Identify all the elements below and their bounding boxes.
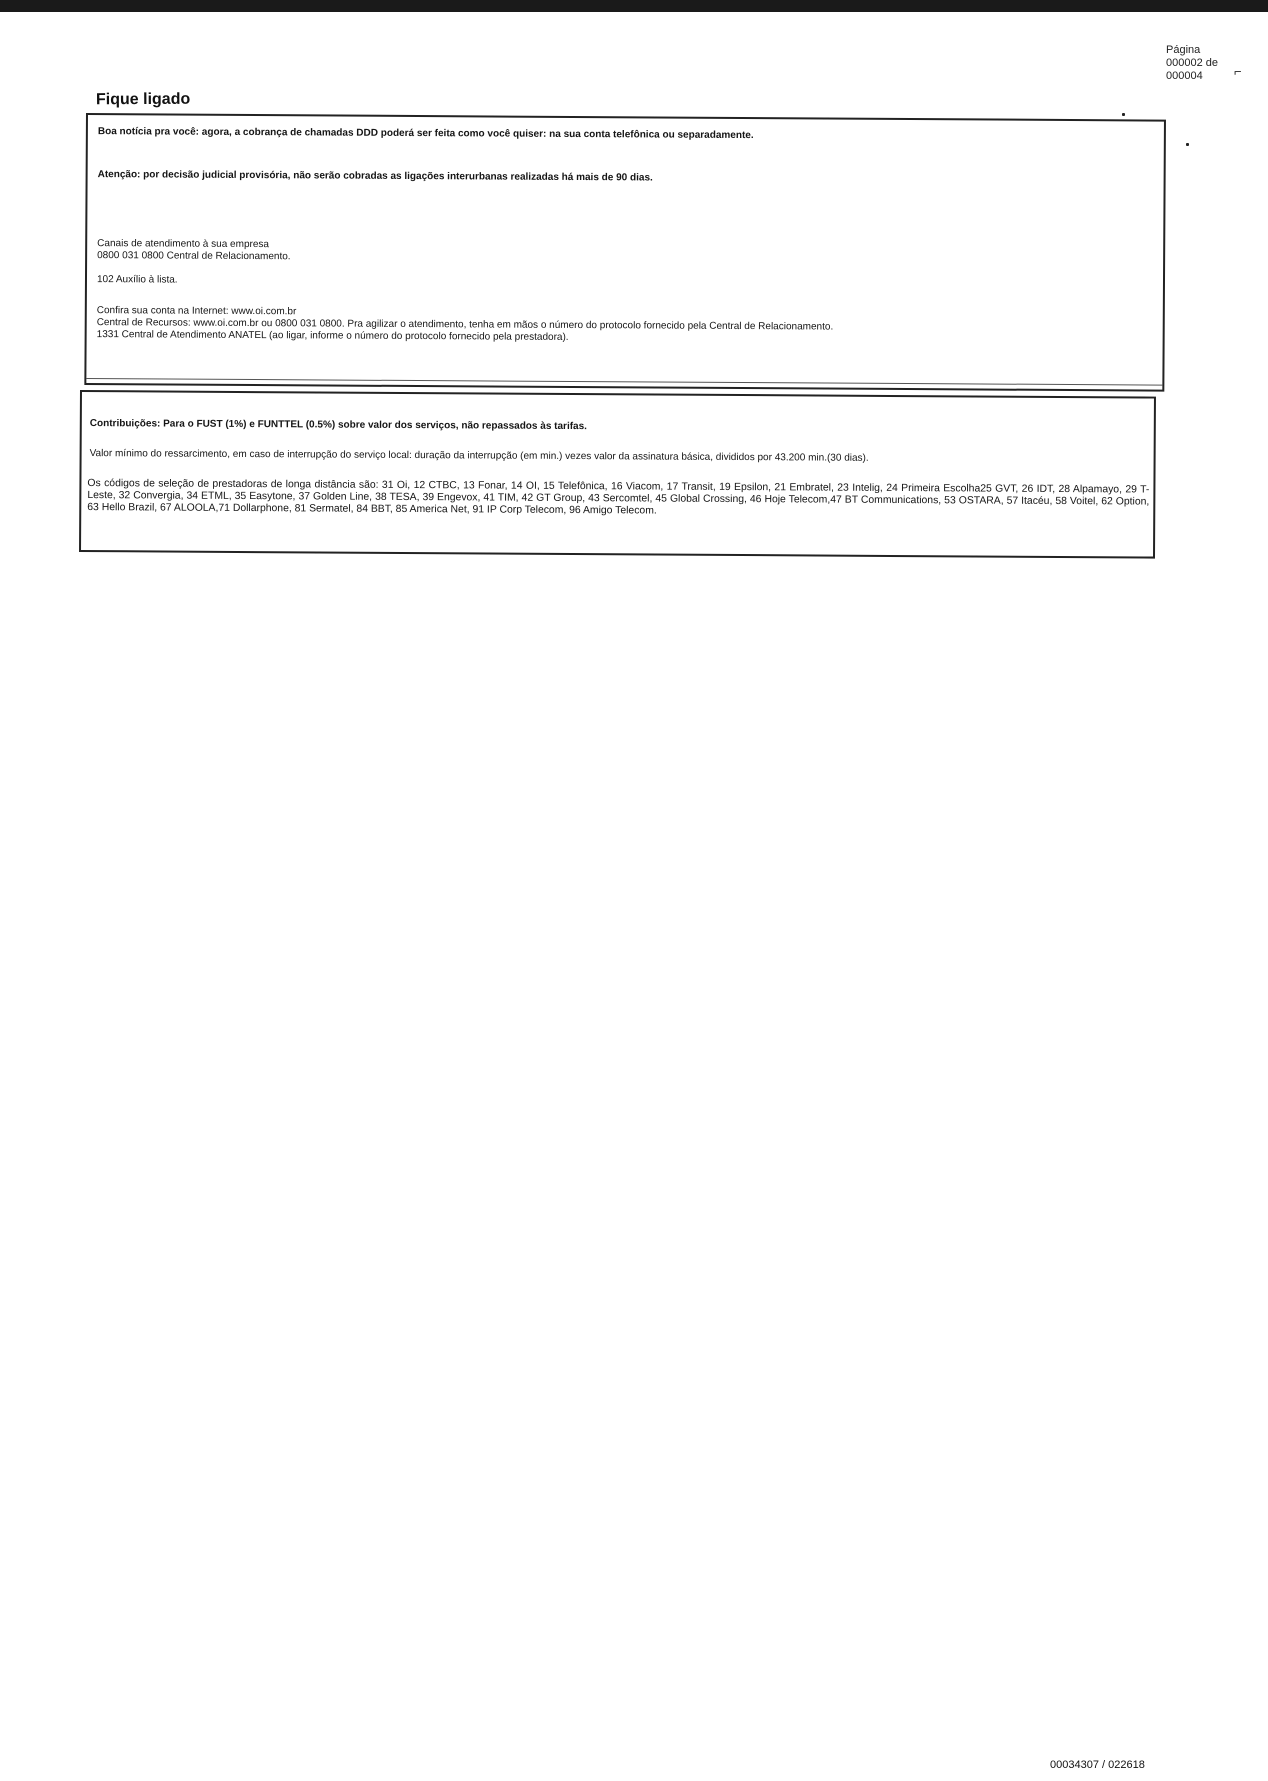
scan-speck bbox=[1122, 113, 1125, 116]
scan-top-edge bbox=[0, 0, 1268, 12]
page-label: Página bbox=[1166, 44, 1201, 56]
page-number: 000002 bbox=[1166, 57, 1203, 69]
notice-judicial: Atenção: por decisão judicial provisória, não serão cobradas as ligações interurbanas realizadas há mais de 90 dias. bbox=[97, 169, 653, 184]
notice-ddd: Boa notícia pra você: agora, a cobrança de chamadas DDD poderá ser feita como você quiser: na sua conta telefônica ou separadamente. bbox=[97, 126, 754, 142]
page-total: 000004 bbox=[1166, 70, 1203, 82]
recursos-line: Central de Recursos: www.oi.com.br ou 0800 031 0800. Pra agilizar o atendimento, tenha em mãos o número do protocolo fornecido pela Central de Relacionamento. bbox=[96, 317, 834, 333]
channels-title: Canais de atendimento à sua empresa bbox=[97, 238, 270, 251]
scan-mark-icon: ⌐ bbox=[1234, 64, 1242, 79]
carrier-codes-paragraph: Os códigos de seleção de prestadoras de longa distância são: 31 Oi, 12 CTBC, 13 Fonar, 14 OI, 15 Telefônica, 16 Viacom, 17 Transit, 19 Epsilon, 21 Embratel, 23 Intelig, 24 Primeira Escolha25 GVT, 26 IDT, 28 Alpamayo, 29 T-Leste, 32 Convergia, 34 ETML, 35 Easytone, 37 Golden Line, 38 TESA, 39 Engevox, 41 TIM, 42 GT Group, 43 Sercomtel, 45 Global Crossing, 46 Hoje Telecom,47 BT Communications, 53 OSTARA, 57 Itacéu, 58 Voitel, 62 Option, 63 Hello Brazil, 67 ALOOLA,71 Dollarphone, 81 Sermatel, 84 BBT, 85 America Net, 91 IP Corp Telecom, 96 Amigo Telecom. bbox=[87, 478, 1150, 517]
ressarcimento-line: Valor mínimo do ressarcimento, em caso de interrupção do serviço local: duração da interrupção (em min.) vezes valor da assinatura básica, divididos por 43.200 min.(30 dias). bbox=[89, 448, 869, 464]
info-box-notices bbox=[84, 113, 1166, 392]
anatel-line: 1331 Central de Atendimento ANATEL (ao ligar, informe o número do protocolo fornecido pela prestadora). bbox=[96, 329, 569, 343]
channels-relacionamento: 0800 031 0800 Central de Relacionamento. bbox=[97, 250, 291, 263]
document-code: 00034307 / 022618 bbox=[1050, 1759, 1145, 1771]
info-box-legal bbox=[79, 390, 1156, 559]
page-indicator bbox=[1166, 44, 1218, 83]
divider bbox=[86, 378, 1162, 386]
contributions-line: Contribuições: Para o FUST (1%) e FUNTTEL (0.5%) sobre valor dos serviços, não repassados às tarifas. bbox=[89, 418, 588, 433]
channels-auxilio-lista: 102 Auxílio à lista. bbox=[96, 274, 178, 286]
section-title: Fique ligado bbox=[95, 90, 191, 109]
scan-speck bbox=[1186, 143, 1189, 146]
page-of: de bbox=[1205, 57, 1218, 69]
internet-line: Confira sua conta na Internet: www.oi.com.br bbox=[96, 305, 297, 318]
